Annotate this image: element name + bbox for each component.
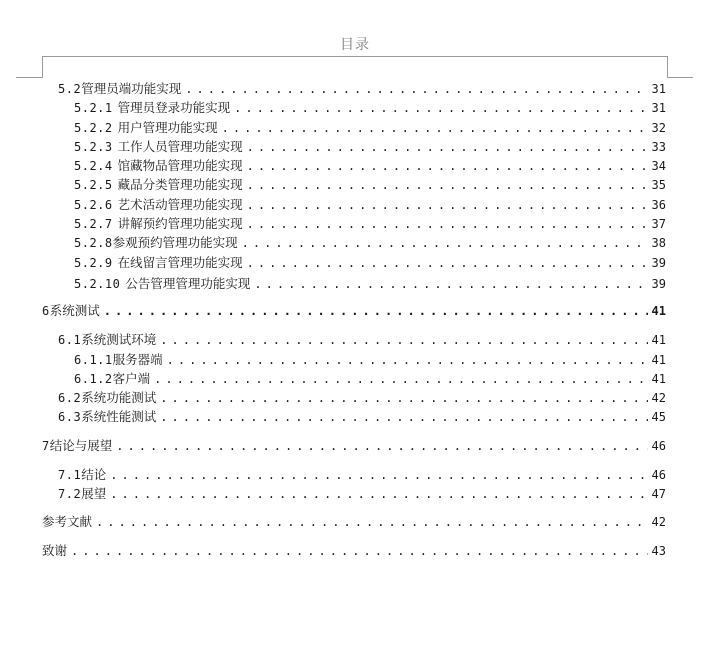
toc-leader-dots	[247, 139, 648, 155]
toc-entry-number: 5.2	[58, 82, 82, 96]
toc-entry-title: 藏品分类管理功能实现	[117, 177, 243, 192]
toc-entry-page: 39	[651, 256, 666, 270]
toc-entry-page: 41	[651, 333, 666, 347]
toc-entry[interactable]	[74, 352, 666, 368]
toc-entry-page: 35	[651, 178, 666, 192]
toc-leader-dots	[247, 158, 648, 174]
toc-entry[interactable]	[74, 255, 666, 271]
toc-entry-title: 在线留言管理功能实现	[117, 255, 243, 270]
toc-entry-title: 结论与展望	[49, 438, 113, 453]
toc-entry-number: 5.2.8	[74, 236, 113, 250]
toc-entry-page: 31	[651, 82, 666, 96]
toc-leader-dots	[167, 352, 648, 368]
toc-entry-title: 参考文献	[42, 514, 93, 529]
toc-entry-page: 32	[651, 121, 666, 135]
toc-leader-dots	[185, 81, 647, 97]
toc-entry-title: 管理员端功能实现	[81, 81, 182, 96]
crop-mark-right-vertical	[667, 56, 668, 78]
toc-entry[interactable]	[74, 235, 666, 251]
toc-entry-page: 42	[651, 391, 666, 405]
toc-leader-dots	[247, 197, 648, 213]
toc-entry-page: 41	[651, 304, 666, 318]
toc-leader-dots	[160, 332, 647, 348]
toc-entry-page: 34	[651, 159, 666, 173]
toc-entry-number: 7.2	[58, 487, 82, 501]
toc-entry[interactable]	[58, 486, 666, 502]
toc-leader-dots	[116, 438, 647, 454]
header-title: 目录	[340, 37, 370, 53]
toc-entry-page: 37	[651, 217, 666, 231]
toc-leader-dots	[104, 303, 648, 319]
toc-entry-number: 6.3	[58, 410, 82, 424]
toc-entry[interactable]	[74, 139, 666, 155]
toc-entry[interactable]	[74, 276, 666, 292]
toc-entry-number: 5.2.7	[74, 217, 113, 231]
toc-entry[interactable]	[74, 100, 666, 116]
toc-entry-title: 艺术活动管理功能实现	[117, 197, 243, 212]
toc-entry-title: 客户端	[112, 371, 151, 386]
toc-entry-page: 38	[651, 236, 666, 250]
toc-entry-page: 45	[651, 410, 666, 424]
toc-entry-page: 36	[651, 198, 666, 212]
toc-entry[interactable]	[74, 197, 666, 213]
toc-entry-number: 5.2.2	[74, 121, 113, 135]
toc-entry-number: 5.2.4	[74, 159, 113, 173]
toc-entry-number: 5.2.5	[74, 178, 113, 192]
toc-entry-number: 5.2.10	[74, 277, 121, 291]
toc-entry-title: 系统功能测试	[81, 390, 157, 405]
toc-entry[interactable]	[74, 371, 666, 387]
crop-mark-right-horizontal	[667, 77, 693, 78]
toc-entry[interactable]	[42, 438, 666, 454]
toc-entry-number: 7	[42, 439, 50, 453]
toc-leader-dots	[110, 467, 647, 483]
toc-entry[interactable]	[74, 158, 666, 174]
toc-entry-title: 讲解预约管理功能实现	[117, 216, 243, 231]
toc-entry[interactable]	[74, 216, 666, 232]
toc-leader-dots	[96, 514, 648, 530]
toc-entry-page: 47	[651, 487, 666, 501]
toc-leader-dots	[160, 390, 647, 406]
toc-entry[interactable]	[74, 120, 666, 136]
toc-entry-page: 41	[651, 353, 666, 367]
toc-entry[interactable]	[42, 543, 666, 559]
toc-entry-title: 馆藏物品管理功能实现	[117, 158, 243, 173]
toc-entry[interactable]	[58, 81, 666, 97]
toc-entry-number: 6.1.2	[74, 372, 113, 386]
toc-entry-number: 5.2.9	[74, 256, 113, 270]
toc-leader-dots	[254, 276, 647, 292]
toc-leader-dots	[110, 486, 647, 502]
toc-entry-title: 系统测试	[49, 303, 100, 318]
toc-entry-title: 工作人员管理功能实现	[117, 139, 243, 154]
toc-entry-page: 46	[651, 468, 666, 482]
toc-entry-number: 5.2.1	[74, 101, 113, 115]
toc-leader-dots	[247, 255, 648, 271]
toc-entry-number: 6.1.1	[74, 353, 113, 367]
toc-leader-dots	[154, 371, 647, 387]
crop-mark-left-vertical	[42, 56, 43, 78]
toc-entry-title: 管理员登录功能实现	[117, 100, 231, 115]
toc-leader-dots	[234, 100, 647, 116]
toc-entry-title: 展望	[81, 486, 107, 501]
toc-entry-number: 5.2.3	[74, 140, 113, 154]
toc-entry[interactable]	[42, 303, 666, 319]
toc-entry-page: 31	[651, 101, 666, 115]
toc-entry-title: 公告管理管理功能实现	[125, 276, 251, 291]
toc-entry-page: 42	[651, 515, 666, 529]
page-header	[0, 0, 710, 80]
toc-entry-title: 结论	[81, 467, 107, 482]
toc-entry[interactable]	[74, 177, 666, 193]
toc-entry-number: 5.2.6	[74, 198, 113, 212]
toc-entry-number: 6.1	[58, 333, 82, 347]
toc-entry-title: 参观预约管理功能实现	[112, 235, 238, 250]
toc-entry-title: 用户管理功能实现	[117, 120, 218, 135]
toc-entry-title: 致谢	[42, 543, 68, 558]
toc-entry-number: 7.1	[58, 468, 82, 482]
toc-entry-page: 46	[651, 439, 666, 453]
toc-leader-dots	[242, 235, 648, 251]
toc-entry-page: 39	[651, 277, 666, 291]
toc-entry-page: 33	[651, 140, 666, 154]
toc-entry[interactable]	[58, 390, 666, 406]
toc-entry-number: 6	[42, 304, 50, 318]
toc-entry[interactable]	[58, 332, 666, 348]
toc-entry[interactable]	[42, 514, 666, 530]
toc-entry-number: 6.2	[58, 391, 82, 405]
toc-entry[interactable]	[58, 409, 666, 425]
toc-entry[interactable]	[58, 467, 666, 483]
toc-leader-dots	[247, 216, 648, 232]
toc-leader-dots	[247, 177, 648, 193]
toc-entry-page: 41	[651, 372, 666, 386]
toc-entry-title: 服务器端	[112, 352, 163, 367]
header-rule	[42, 56, 668, 57]
toc-entry-page: 43	[651, 544, 666, 558]
crop-mark-left-horizontal	[16, 77, 42, 78]
toc-entry-title: 系统性能测试	[81, 409, 157, 424]
toc-leader-dots	[71, 543, 648, 559]
toc-entry-title: 系统测试环境	[81, 332, 157, 347]
toc-leader-dots	[160, 409, 647, 425]
toc-leader-dots	[222, 120, 648, 136]
